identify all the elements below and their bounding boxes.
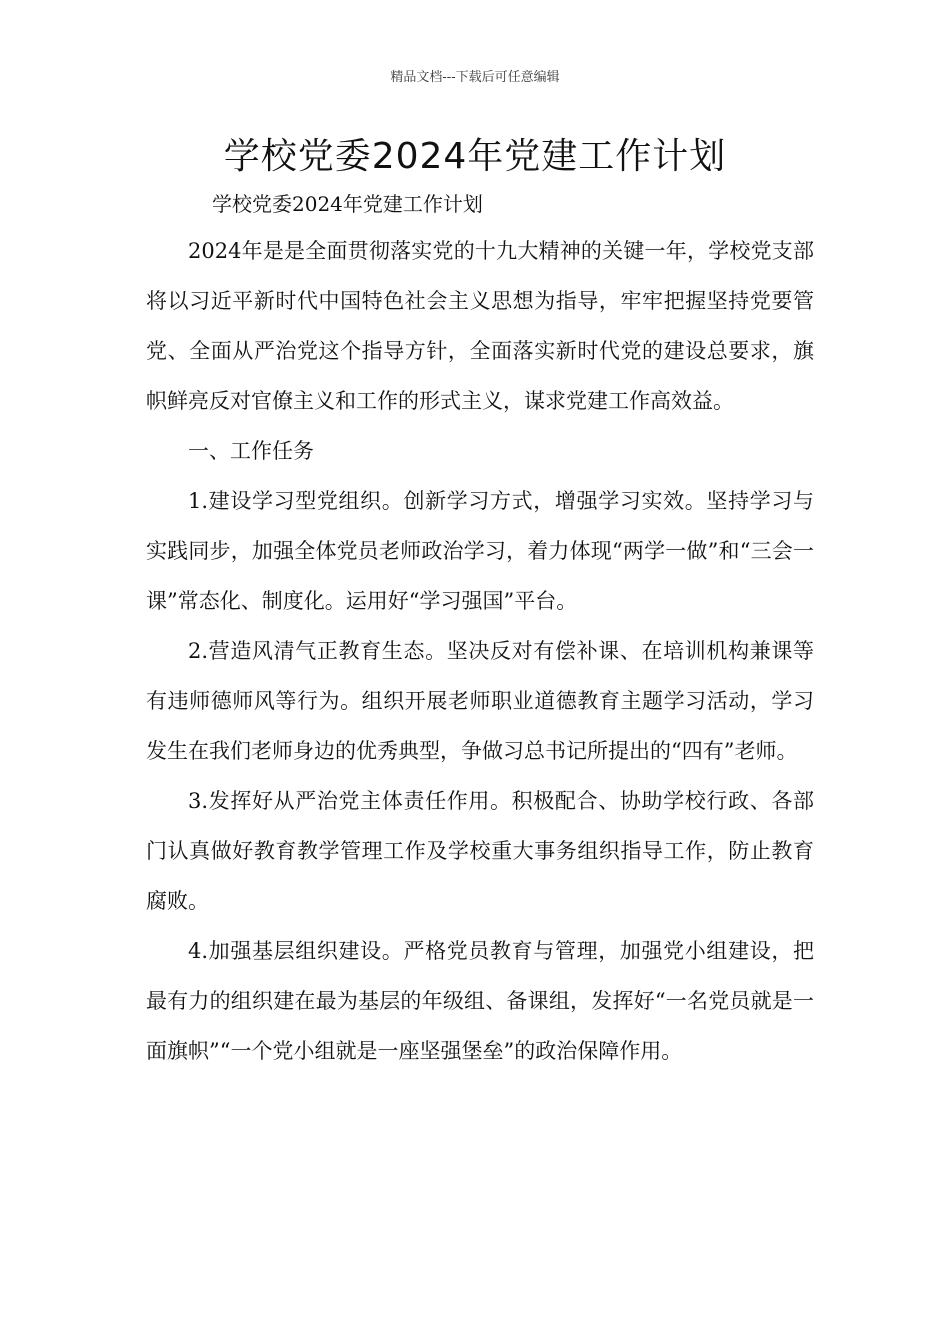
task-item-3: 3.发挥好从严治党主体责任作用。积极配合、协助学校行政、各部门认真做好教育教学管理工作及学校重大事务组织指导工作，防止教育腐败。 [146,789,814,913]
header-note: 精品文档---下载后可任意编辑 [390,70,560,85]
intro-paragraph: 2024年是是全面贯彻落实党的十九大精神的关键一年，学校党支部将以习近平新时代中国特色社会主义思想为指导，牢牢把握坚持党要管党、全面从严治党这个指导方针，全面落实新时代党的建设总要求，旗帜鲜亮反对官僚主义和工作的形式主义，谋求党建工作高效益。 [146,239,814,413]
document-body [146,226,814,1076]
document-subtitle: 学校党委2024年党建工作计划 [212,192,483,216]
document-title: 学校党委2024年党建工作计划 [223,136,727,177]
task-item-4: 4.加强基层组织建设。严格党员教育与管理，加强党小组建设，把最有力的组织建在最为基层的年级组、备课组，发挥好“一名党员就是一面旗帜”“一个党小组就是一座坚强堡垒”的政治保障作用。 [146,939,814,1063]
task-item-2: 2.营造风清气正教育生态。坚决反对有偿补课、在培训机构兼课等有违师德师风等行为。组织开展老师职业道德教育主题学习活动，学习发生在我们老师身边的优秀典型，争做习总书记所提出的“四有”老师。 [146,639,814,763]
task-item-1: 1.建设学习型党组织。创新学习方式，增强学习实效。坚持学习与实践同步，加强全体党员老师政治学习，着力体现“两学一做”和“三会一课”常态化、制度化。运用好“学习强国”平台。 [146,489,814,613]
section-heading: 一、工作任务 [188,439,314,463]
